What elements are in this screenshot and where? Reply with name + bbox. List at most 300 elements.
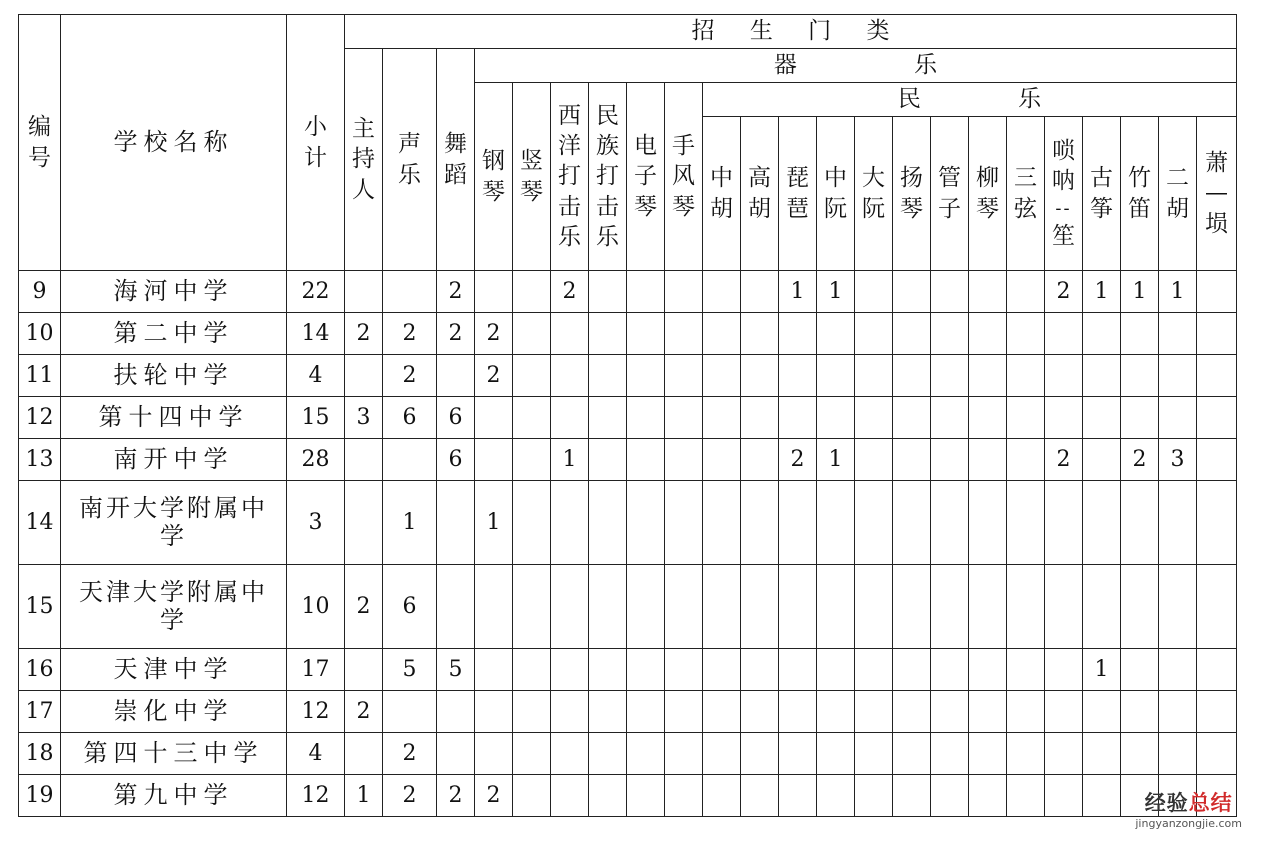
header-char: 击 (558, 193, 581, 220)
row-number: 15 (19, 565, 61, 649)
site-watermark (1135, 787, 1242, 830)
count-cell (703, 691, 741, 733)
header-number (19, 15, 61, 271)
count-cell: 2 (475, 313, 513, 355)
count-cell (513, 355, 551, 397)
count-cell (741, 649, 779, 691)
count-cell (1007, 271, 1045, 313)
count-cell (1159, 691, 1197, 733)
table-row (19, 397, 1237, 439)
count-cell (1121, 397, 1159, 439)
count-cell (969, 733, 1007, 775)
header-suona-sheng (1045, 117, 1083, 271)
count-cell (475, 271, 513, 313)
header-category-group: 招 生 门 类 (345, 15, 1237, 49)
count-cell (551, 649, 589, 691)
count-cell: 1 (551, 439, 589, 481)
count-cell (627, 733, 665, 775)
header-char: — (1205, 180, 1228, 207)
count-cell (589, 691, 627, 733)
header-char: 扬 (900, 165, 923, 192)
count-cell (855, 271, 893, 313)
count-cell (665, 313, 703, 355)
table-row (19, 733, 1237, 775)
header-zhongruan (817, 117, 855, 271)
count-cell (437, 733, 475, 775)
header-char: 中 (824, 165, 847, 192)
header-char: 持 (352, 146, 375, 173)
count-cell (1045, 691, 1083, 733)
school-name: 第四十三中学 (61, 733, 287, 775)
count-cell (855, 775, 893, 817)
count-cell (1045, 649, 1083, 691)
header-guzheng (1083, 117, 1121, 271)
count-cell (969, 271, 1007, 313)
count-cell (551, 691, 589, 733)
header-char: 萧 (1205, 149, 1228, 176)
header-char: 阮 (862, 195, 885, 222)
count-cell (741, 565, 779, 649)
count-cell (741, 691, 779, 733)
count-cell (1045, 355, 1083, 397)
row-number: 13 (19, 439, 61, 481)
count-cell (969, 649, 1007, 691)
count-cell (931, 271, 969, 313)
count-cell (551, 733, 589, 775)
header-school-name: 学校名称 (61, 15, 287, 271)
count-cell (665, 481, 703, 565)
row-subtotal: 28 (287, 439, 345, 481)
count-cell (741, 355, 779, 397)
header-char: 琵 (786, 165, 809, 192)
count-cell: 2 (437, 313, 475, 355)
count-cell (931, 565, 969, 649)
school-name: 第十四中学 (61, 397, 287, 439)
count-cell (1083, 397, 1121, 439)
count-cell (1197, 271, 1237, 313)
header-char: 乐 (596, 224, 619, 251)
count-cell (1083, 691, 1121, 733)
count-cell (589, 397, 627, 439)
header-char: 编 (28, 114, 51, 141)
count-cell (1159, 481, 1197, 565)
header-char: 蹈 (444, 161, 467, 188)
header-char: 钢 (482, 148, 505, 175)
header-yangqin (893, 117, 931, 271)
header-char: 琴 (672, 193, 695, 220)
count-cell (1197, 397, 1237, 439)
count-cell (1121, 481, 1159, 565)
count-cell (931, 481, 969, 565)
count-cell (345, 481, 383, 565)
header-char: 大 (862, 165, 885, 192)
table-row (19, 313, 1237, 355)
count-cell (513, 271, 551, 313)
count-cell: 2 (1045, 439, 1083, 481)
count-cell (855, 481, 893, 565)
count-cell (855, 649, 893, 691)
enrollment-table (18, 14, 1237, 817)
count-cell (931, 397, 969, 439)
count-cell (475, 649, 513, 691)
header-zhonghu (703, 117, 741, 271)
table-body (19, 271, 1237, 817)
count-cell (1159, 355, 1197, 397)
header-pipa (779, 117, 817, 271)
count-cell: 1 (475, 481, 513, 565)
count-cell (1045, 565, 1083, 649)
row-subtotal: 22 (287, 271, 345, 313)
count-cell (817, 481, 855, 565)
count-cell (665, 649, 703, 691)
count-cell (817, 733, 855, 775)
count-cell (1007, 691, 1045, 733)
count-cell (893, 313, 931, 355)
row-number: 10 (19, 313, 61, 355)
count-cell (969, 397, 1007, 439)
count-cell (817, 313, 855, 355)
count-cell (893, 355, 931, 397)
count-cell (893, 439, 931, 481)
count-cell: 2 (551, 271, 589, 313)
watermark-url: jingyanzongjie.com (1135, 817, 1242, 830)
header-char: 竖 (520, 148, 543, 175)
count-cell (665, 397, 703, 439)
school-name: 南开大学附属中学 (61, 481, 287, 565)
header-erhu (1159, 117, 1197, 271)
count-cell (513, 481, 551, 565)
count-cell (383, 439, 437, 481)
count-cell (627, 565, 665, 649)
header-sanxian (1007, 117, 1045, 271)
count-cell (1045, 481, 1083, 565)
count-cell: 3 (1159, 439, 1197, 481)
header-char: 中 (710, 165, 733, 192)
count-cell (551, 481, 589, 565)
count-cell: 2 (437, 775, 475, 817)
header-char: 筝 (1090, 195, 1113, 222)
count-cell (1083, 481, 1121, 565)
count-cell (1045, 733, 1083, 775)
count-cell (855, 355, 893, 397)
count-cell (513, 691, 551, 733)
count-cell (1121, 565, 1159, 649)
count-cell (969, 355, 1007, 397)
count-cell (779, 565, 817, 649)
count-cell (817, 565, 855, 649)
row-number: 18 (19, 733, 61, 775)
count-cell (551, 397, 589, 439)
count-cell (931, 649, 969, 691)
count-cell (703, 565, 741, 649)
count-cell (1159, 565, 1197, 649)
header-dance (437, 49, 475, 271)
count-cell (589, 733, 627, 775)
row-subtotal: 4 (287, 355, 345, 397)
header-char: 高 (748, 165, 771, 192)
count-cell (1007, 397, 1045, 439)
count-cell (345, 271, 383, 313)
school-name: 天津大学附属中学 (61, 565, 287, 649)
school-name: 扶轮中学 (61, 355, 287, 397)
count-cell: 2 (383, 775, 437, 817)
count-cell (855, 733, 893, 775)
header-char: 子 (938, 195, 961, 222)
count-cell (1083, 775, 1121, 817)
row-number: 17 (19, 691, 61, 733)
count-cell: 2 (437, 271, 475, 313)
school-name: 天津中学 (61, 649, 287, 691)
row-number: 9 (19, 271, 61, 313)
count-cell (1159, 397, 1197, 439)
header-char: 手 (672, 132, 695, 159)
count-cell (1197, 733, 1237, 775)
count-cell (741, 481, 779, 565)
header-accordion (665, 83, 703, 271)
count-cell (817, 775, 855, 817)
header-electronic-keyboard (627, 83, 665, 271)
count-cell (1083, 565, 1121, 649)
header-char: 计 (304, 144, 327, 171)
row-subtotal: 10 (287, 565, 345, 649)
count-cell: 1 (1159, 271, 1197, 313)
count-cell (1121, 649, 1159, 691)
count-cell: 1 (383, 481, 437, 565)
count-cell: 1 (779, 271, 817, 313)
count-cell (513, 439, 551, 481)
header-char: 唢 (1052, 138, 1075, 165)
count-cell (703, 649, 741, 691)
row-subtotal: 15 (287, 397, 345, 439)
count-cell (817, 355, 855, 397)
count-cell (437, 565, 475, 649)
count-cell (855, 313, 893, 355)
count-cell: 5 (437, 649, 475, 691)
count-cell (475, 439, 513, 481)
count-cell: 1 (1083, 649, 1121, 691)
header-daruan (855, 117, 893, 271)
count-cell (893, 565, 931, 649)
count-cell (969, 775, 1007, 817)
count-cell (703, 271, 741, 313)
row-subtotal: 14 (287, 313, 345, 355)
count-cell: 2 (1045, 271, 1083, 313)
count-cell (893, 481, 931, 565)
count-cell (665, 355, 703, 397)
count-cell (627, 691, 665, 733)
count-cell (1007, 313, 1045, 355)
row-number: 12 (19, 397, 61, 439)
header-char: 弦 (1014, 195, 1037, 222)
count-cell (703, 439, 741, 481)
count-cell (665, 439, 703, 481)
row-number: 11 (19, 355, 61, 397)
count-cell (1197, 565, 1237, 649)
count-cell (1045, 775, 1083, 817)
row-subtotal: 17 (287, 649, 345, 691)
count-cell (513, 397, 551, 439)
count-cell (437, 481, 475, 565)
table-row (19, 271, 1237, 313)
header-char: 子 (634, 163, 657, 190)
header-char: 呐 (1052, 168, 1075, 195)
count-cell (969, 691, 1007, 733)
header-folk-group: 民 乐 (703, 83, 1237, 117)
count-cell (551, 565, 589, 649)
header-xiao-xun (1197, 117, 1237, 271)
header-char: 琴 (482, 178, 505, 205)
count-cell (475, 691, 513, 733)
header-harp (513, 83, 551, 271)
count-cell (1045, 313, 1083, 355)
header-char: 笙 (1052, 222, 1075, 249)
count-cell: 1 (1083, 271, 1121, 313)
count-cell (817, 397, 855, 439)
header-char: 琴 (634, 193, 657, 220)
count-cell (893, 775, 931, 817)
count-cell (665, 775, 703, 817)
count-cell: 2 (1121, 439, 1159, 481)
count-cell (1007, 481, 1045, 565)
header-subtotal (287, 15, 345, 271)
header-host (345, 49, 383, 271)
count-cell (703, 397, 741, 439)
count-cell (741, 397, 779, 439)
header-vocal (383, 49, 437, 271)
count-cell (969, 439, 1007, 481)
header-char: 竹 (1128, 165, 1151, 192)
count-cell (779, 355, 817, 397)
count-cell (551, 313, 589, 355)
count-cell (741, 775, 779, 817)
count-cell (1197, 691, 1237, 733)
count-cell (665, 565, 703, 649)
count-cell (703, 733, 741, 775)
header-char: 号 (28, 144, 51, 171)
count-cell (1121, 355, 1159, 397)
count-cell (741, 313, 779, 355)
count-cell (1083, 733, 1121, 775)
count-cell: 2 (345, 691, 383, 733)
count-cell (627, 355, 665, 397)
header-char: 琴 (520, 178, 543, 205)
header-char: 小 (304, 114, 327, 141)
count-cell (1159, 313, 1197, 355)
count-cell (627, 649, 665, 691)
count-cell (383, 691, 437, 733)
header-guanzi (931, 117, 969, 271)
header-char: 琴 (976, 195, 999, 222)
count-cell (627, 775, 665, 817)
table-row (19, 355, 1237, 397)
count-cell: 1 (345, 775, 383, 817)
count-cell (589, 565, 627, 649)
count-cell: 2 (383, 355, 437, 397)
header-char: 族 (596, 132, 619, 159)
count-cell (437, 355, 475, 397)
count-cell (931, 733, 969, 775)
count-cell (1159, 649, 1197, 691)
count-cell (589, 775, 627, 817)
count-cell (513, 565, 551, 649)
header-char: 乐 (398, 161, 421, 188)
count-cell (779, 313, 817, 355)
count-cell: 5 (383, 649, 437, 691)
count-cell (627, 271, 665, 313)
header-char: 管 (938, 165, 961, 192)
count-cell (589, 481, 627, 565)
count-cell (1007, 565, 1045, 649)
count-cell (1083, 355, 1121, 397)
count-cell (1197, 313, 1237, 355)
header-char: 西 (558, 102, 581, 129)
count-cell (589, 271, 627, 313)
header-char: 胡 (1166, 195, 1189, 222)
count-cell (855, 397, 893, 439)
count-cell (931, 775, 969, 817)
count-cell: 2 (345, 313, 383, 355)
count-cell (893, 691, 931, 733)
count-cell (703, 481, 741, 565)
count-cell (779, 733, 817, 775)
header-char: 打 (558, 163, 581, 190)
count-cell (893, 733, 931, 775)
header-liuqin (969, 117, 1007, 271)
count-cell: 6 (437, 397, 475, 439)
count-cell: 1 (1121, 271, 1159, 313)
count-cell (703, 355, 741, 397)
count-cell (1007, 733, 1045, 775)
count-cell (589, 649, 627, 691)
count-cell (1197, 649, 1237, 691)
count-cell (741, 733, 779, 775)
count-cell (475, 733, 513, 775)
count-cell (779, 481, 817, 565)
header-gaohu (741, 117, 779, 271)
table-row (19, 565, 1237, 649)
row-subtotal: 4 (287, 733, 345, 775)
count-cell (475, 397, 513, 439)
row-subtotal: 3 (287, 481, 345, 565)
count-cell (1083, 313, 1121, 355)
count-cell (741, 271, 779, 313)
header-char: 埙 (1205, 210, 1228, 237)
count-cell (589, 313, 627, 355)
count-cell: 6 (383, 565, 437, 649)
count-cell (779, 397, 817, 439)
count-cell (665, 691, 703, 733)
school-name: 海河中学 (61, 271, 287, 313)
header-char: 阮 (824, 195, 847, 222)
header-char: 胡 (710, 195, 733, 222)
table-row (19, 439, 1237, 481)
count-cell: 2 (383, 733, 437, 775)
count-cell (627, 439, 665, 481)
count-cell (1007, 775, 1045, 817)
count-cell (345, 439, 383, 481)
count-cell (627, 481, 665, 565)
count-cell (345, 733, 383, 775)
header-char: 柳 (976, 165, 999, 192)
header-western-percussion (551, 83, 589, 271)
count-cell (1197, 355, 1237, 397)
count-cell (665, 733, 703, 775)
header-instrumental-group: 器 乐 (475, 49, 1237, 83)
count-cell (513, 649, 551, 691)
count-cell (893, 649, 931, 691)
count-cell (1007, 355, 1045, 397)
count-cell (1121, 691, 1159, 733)
